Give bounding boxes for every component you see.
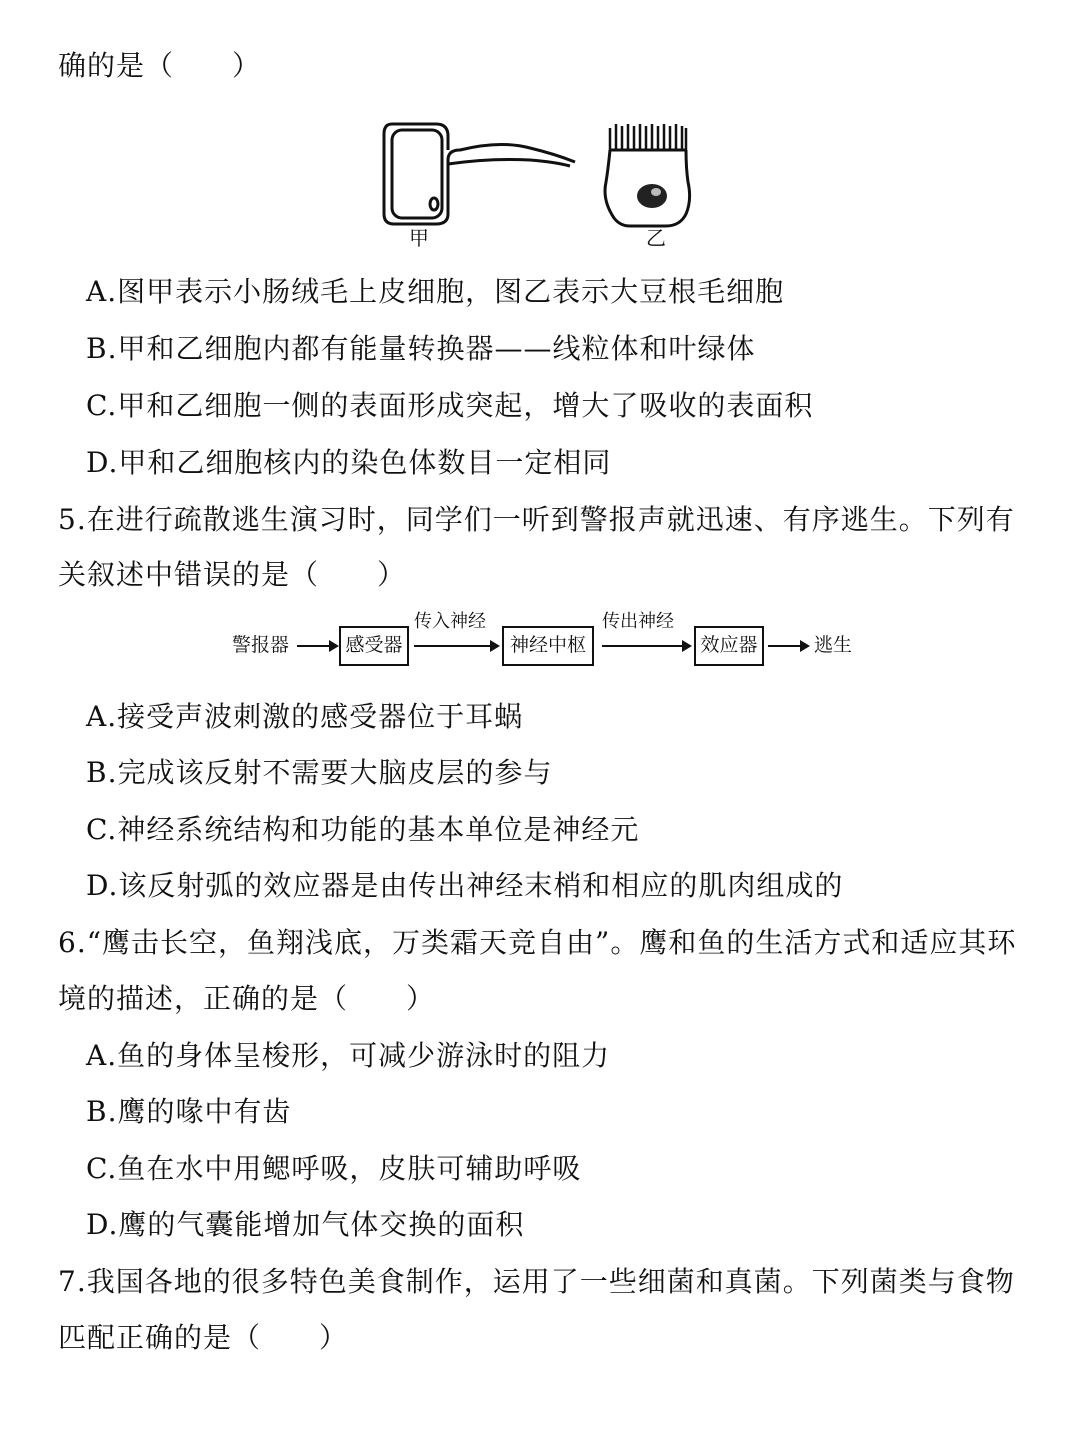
q5-option-b: B.完成该反射不需要大脑皮层的参与 <box>86 756 553 789</box>
q5-option-c: C.神经系统结构和功能的基本单位是神经元 <box>86 813 640 846</box>
flow-effector: 效应器 <box>694 626 764 666</box>
flow-end: 逃生 <box>814 634 853 656</box>
q4-stem-tail: 确的是（ ） <box>58 49 262 82</box>
q4-option-d: D.甲和乙细胞核内的染色体数目一定相同 <box>86 446 612 479</box>
cell-b-drawing <box>605 124 690 226</box>
flow-start: 警报器 <box>232 634 290 656</box>
flow-receptor: 感受器 <box>339 626 409 666</box>
flow-arrow-2 <box>414 645 498 647</box>
figure-label-b: 乙 <box>646 226 666 250</box>
q5-option-d: D.该反射弧的效应器是由传出神经末梢和相应的肌肉组成的 <box>86 869 844 902</box>
flow-arrow-3 <box>602 645 690 647</box>
q7-stem-line2: 匹配正确的是（ ） <box>58 1321 349 1354</box>
flow-arrow-4 <box>768 645 808 647</box>
q4-option-a: A.图甲表示小肠绒毛上皮细胞，图乙表示大豆根毛细胞 <box>86 275 785 308</box>
q7-stem-line1: 7.我国各地的很多特色美食制作，运用了一些细菌和真菌。下列菌类与食物 <box>58 1265 1015 1298</box>
q4-option-c: C.甲和乙细胞一侧的表面形成突起，增大了吸收的表面积 <box>86 389 814 422</box>
flow-efferent-label: 传出神经 <box>602 611 674 632</box>
q5-stem-line1: 5.在进行疏散逃生演习时，同学们一听到警报声就迅速、有序逃生。下列有 <box>58 503 1015 536</box>
q6-option-c: C.鱼在水中用鳃呼吸，皮肤可辅助呼吸 <box>86 1152 582 1185</box>
q4-option-b: B.甲和乙细胞内都有能量转换器——线粒体和叶绿体 <box>86 332 756 365</box>
q6-option-d: D.鹰的气囊能增加气体交换的面积 <box>86 1208 525 1241</box>
q5-stem-line2: 关叙述中错误的是（ ） <box>58 558 407 591</box>
q6-option-a: A.鱼的身体呈梭形，可减少游泳时的阻力 <box>86 1039 611 1072</box>
q6-stem-line2: 境的描述，正确的是（ ） <box>58 982 436 1015</box>
flow-arrow-1 <box>297 645 337 647</box>
figure-label-a: 甲 <box>409 226 429 250</box>
flow-afferent-label: 传入神经 <box>414 611 486 632</box>
cell-b-nucleus <box>637 184 667 208</box>
q6-stem-line1: 6.“鹰击长空，鱼翔浅底，万类霜天竞自由”。鹰和鱼的生活方式和适应其环 <box>58 926 1017 959</box>
flow-center: 神经中枢 <box>502 626 594 666</box>
q5-option-a: A.接受声波刺激的感受器位于耳蜗 <box>86 700 524 733</box>
cell-a-drawing <box>384 124 575 224</box>
q6-option-b: B.鹰的喙中有齿 <box>86 1095 292 1128</box>
